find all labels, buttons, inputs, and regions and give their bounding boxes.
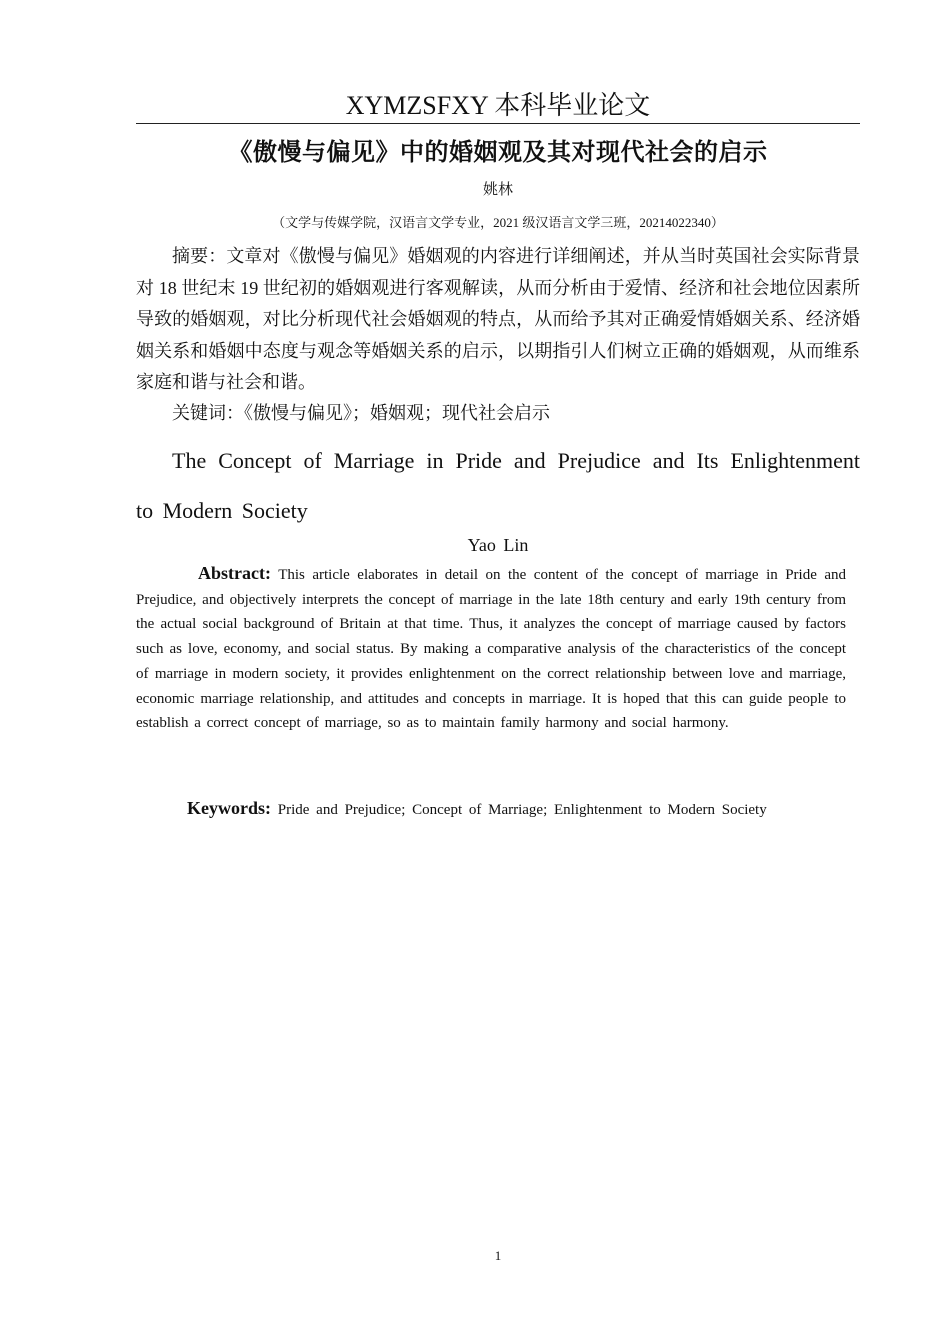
english-keywords [136, 795, 860, 823]
chinese-abstract: 摘要：文章对《傲慢与偏见》婚姻观的内容进行详细阐述，并从当时英国社会实际背景对 18 世纪末 19 世纪初的婚姻观进行客观解读，从而分析由于爱情、经济和社会地位因素所导致的婚姻观，对比分析现代社会婚姻观的特点，从而给予其对正确爱情婚姻关系、经济婚姻关系和婚姻中态度与观念等婚姻关系的启示，以期指引人们树立正确的婚姻观，从而维系家庭和谐与社会和谐。 [136, 246, 860, 392]
page-number: 1 [494, 1248, 502, 1263]
english-abstract-label: Abstract: [198, 563, 271, 583]
chinese-author: 姚林 [482, 182, 513, 198]
english-abstract [136, 561, 846, 736]
english-title: The Concept of Marriage in Pride and Prejudice and Its Enlightenment to Modern Society [136, 448, 860, 523]
english-abstract-text: This article elaborates in detail on the content of the concept of marriage in Pride and Prejudice, and objectively interprets the concept of marriage in the late 18th century and early 19th century from the actual social background of Britain at that time. Thus, it analyzes the concept of marriage caused by factors such as love, economy, and social status. By making a comparative analysis of the characteristics of the concept of marriage in modern society, it provides enlightenment on the correct relationship between love and marriage, economic marriage relationship, and attitudes and concepts in marriage. It is hoped that this can guide people to establish a correct concept of marriage, so as to maintain family harmony and social harmony. [136, 567, 847, 732]
chinese-affiliation: （文学与传媒学院，汉语言文学专业，2021 级汉语言文学三班，20214022340） [272, 215, 724, 230]
english-author: Yao Lin [467, 535, 529, 555]
english-keywords-text: Pride and Prejudice; Concept of Marriage; Enlightenment to Modern Society [277, 802, 767, 818]
chinese-keywords: 关键词：《傲慢与偏见》；婚姻观；现代社会启示 [172, 403, 550, 423]
english-keywords-label: Keywords: [187, 798, 271, 818]
running-header: XYMZSFXY 本科毕业论文 [345, 91, 651, 120]
chinese-title: 《傲慢与偏见》中的婚姻观及其对现代社会的启示 [228, 138, 768, 166]
header-divider [136, 123, 860, 124]
